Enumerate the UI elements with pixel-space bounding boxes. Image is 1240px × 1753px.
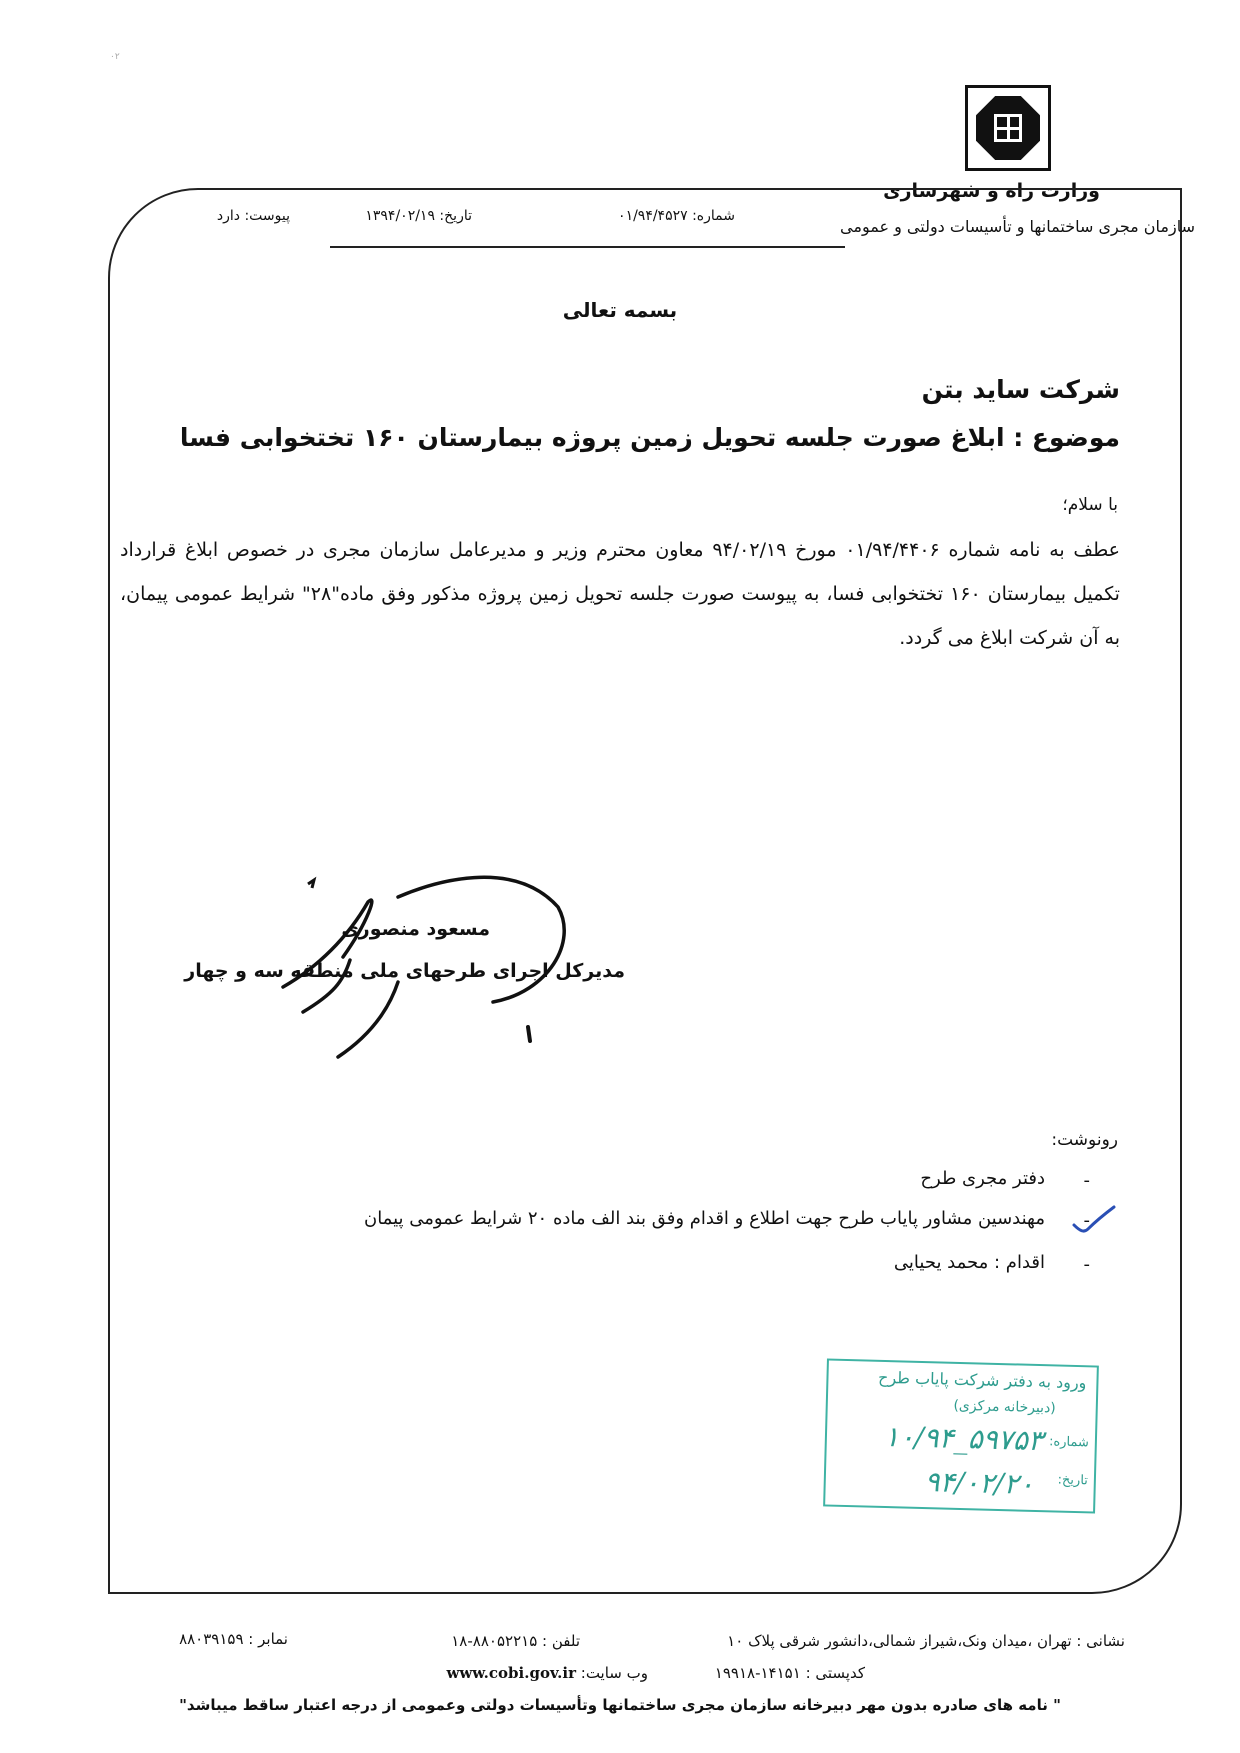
handwritten-signature bbox=[258, 862, 628, 1062]
stamp-date-value: ۹۴/۰۲/۲۰ bbox=[924, 1465, 1035, 1501]
stamp-line2: (دبیرخانه مرکزی) bbox=[953, 1397, 1056, 1417]
footer-postal bbox=[715, 1664, 865, 1682]
stamp-line1: ورود به دفتر شرکت پایاب طرح bbox=[877, 1367, 1087, 1393]
letter-attachment-label: پیوست: bbox=[244, 208, 290, 224]
footer-website-label: وب سایت: bbox=[580, 1664, 648, 1682]
signer-name: مسعود منصوری bbox=[341, 918, 490, 940]
footer-website bbox=[446, 1664, 648, 1682]
footer-phone-label: تلفن : bbox=[542, 1632, 580, 1650]
footer-fax-value: ۸۸۰۳۹۱۵۹ bbox=[179, 1630, 244, 1648]
addressee: شرکت ساید بتن bbox=[921, 375, 1120, 404]
greeting: با سلام؛ bbox=[1062, 495, 1118, 515]
stamp-number-value: ۱۰/۹۴_۵۹۷۵۳ bbox=[883, 1419, 1044, 1458]
footer-fax-label: نمابر : bbox=[248, 1630, 288, 1648]
footer-address-label: نشانی : bbox=[1076, 1632, 1125, 1650]
footer-postal-label: کدپستی : bbox=[805, 1664, 865, 1682]
ministry-logo-icon bbox=[965, 85, 1051, 171]
cc-dash: - bbox=[1083, 1170, 1090, 1191]
cc-dash: - bbox=[1083, 1254, 1090, 1275]
letter-number-label: شماره: bbox=[692, 208, 735, 224]
stamp-date-label: تاریخ: bbox=[1057, 1472, 1089, 1489]
footer-phone bbox=[451, 1632, 580, 1650]
cc-dash: - bbox=[1083, 1210, 1090, 1231]
check-mark-icon bbox=[1070, 1203, 1118, 1235]
bismillah: بسمه تعالی bbox=[562, 298, 678, 322]
letter-attachment-value: دارد bbox=[216, 208, 240, 224]
cc-item: مهندسین مشاور پایاب طرح جهت اطلاع و اقدام وفق بند الف ماده ۲۰ شرایط عمومی پیمان bbox=[363, 1208, 1045, 1229]
letter-number-value: ۰۱/۹۴/۴۵۲۷ bbox=[618, 208, 688, 224]
receipt-stamp bbox=[823, 1358, 1099, 1513]
letter-body: عطف به نامه شماره ۰۱/۹۴/۴۴۰۶ مورخ ۹۴/۰۲/۱۹ معاون محترم وزیر و مدیرعامل سازمان مجری در خصوص ابلاغ قرارداد تکمیل بیمارستان ۱۶۰ تختخوابی فسا، به پیوست صورت جلسه تحویل زمین پروژه مذکور وفق ماده"۲۸" شرایط عمومی پیمان، به آن شرکت ابلاغ می گردد. bbox=[120, 539, 1120, 649]
cc-item: اقدام : محمد یحیایی bbox=[893, 1252, 1045, 1273]
organization-name: سازمان مجری ساختمانها و تأسیسات دولتی و عمومی bbox=[840, 217, 1195, 236]
cc-item: دفتر مجری طرح bbox=[920, 1168, 1045, 1189]
footer-address bbox=[727, 1632, 1125, 1650]
letter-date-value: ۱۳۹۴/۰۲/۱۹ bbox=[365, 208, 435, 224]
footer-postal-value: ۱۴۱۵۱-۱۹۹۱۸ bbox=[714, 1664, 801, 1682]
letter-date-label: تاریخ: bbox=[439, 208, 472, 224]
stamp-number-label: شماره: bbox=[1048, 1434, 1090, 1451]
cc-label: رونوشت: bbox=[1051, 1130, 1118, 1150]
footer-phone-value: ۸۸۰۵۲۲۱۵-۱۸ bbox=[451, 1632, 538, 1650]
subject: موضوع : ابلاغ صورت جلسه تحویل زمین پروژه بیمارستان ۱۶۰ تختخوابی فسا bbox=[179, 423, 1120, 452]
footer-note: " نامه های صادره بدون مهر دبیرخانه سازمان مجری ساختمانها وتأسیسات دولتی وعمومی از درجه اعتبار ساقط میباشد" bbox=[179, 1696, 1061, 1714]
signer-title: مدیرکل اجرای طرحهای ملی منطقه سه و چهار bbox=[184, 960, 625, 982]
footer-fax bbox=[179, 1630, 288, 1648]
footer-address-value: تهران ،میدان ونک،شیراز شمالی،دانشور شرقی پلاک ۱۰ bbox=[727, 1632, 1072, 1650]
corner-mark: ۰۲ bbox=[110, 52, 120, 62]
footer-website-value[interactable]: www.cobi.gov.ir bbox=[446, 1664, 576, 1682]
ministry-name: وزارت راه و شهرسازی bbox=[883, 180, 1100, 202]
